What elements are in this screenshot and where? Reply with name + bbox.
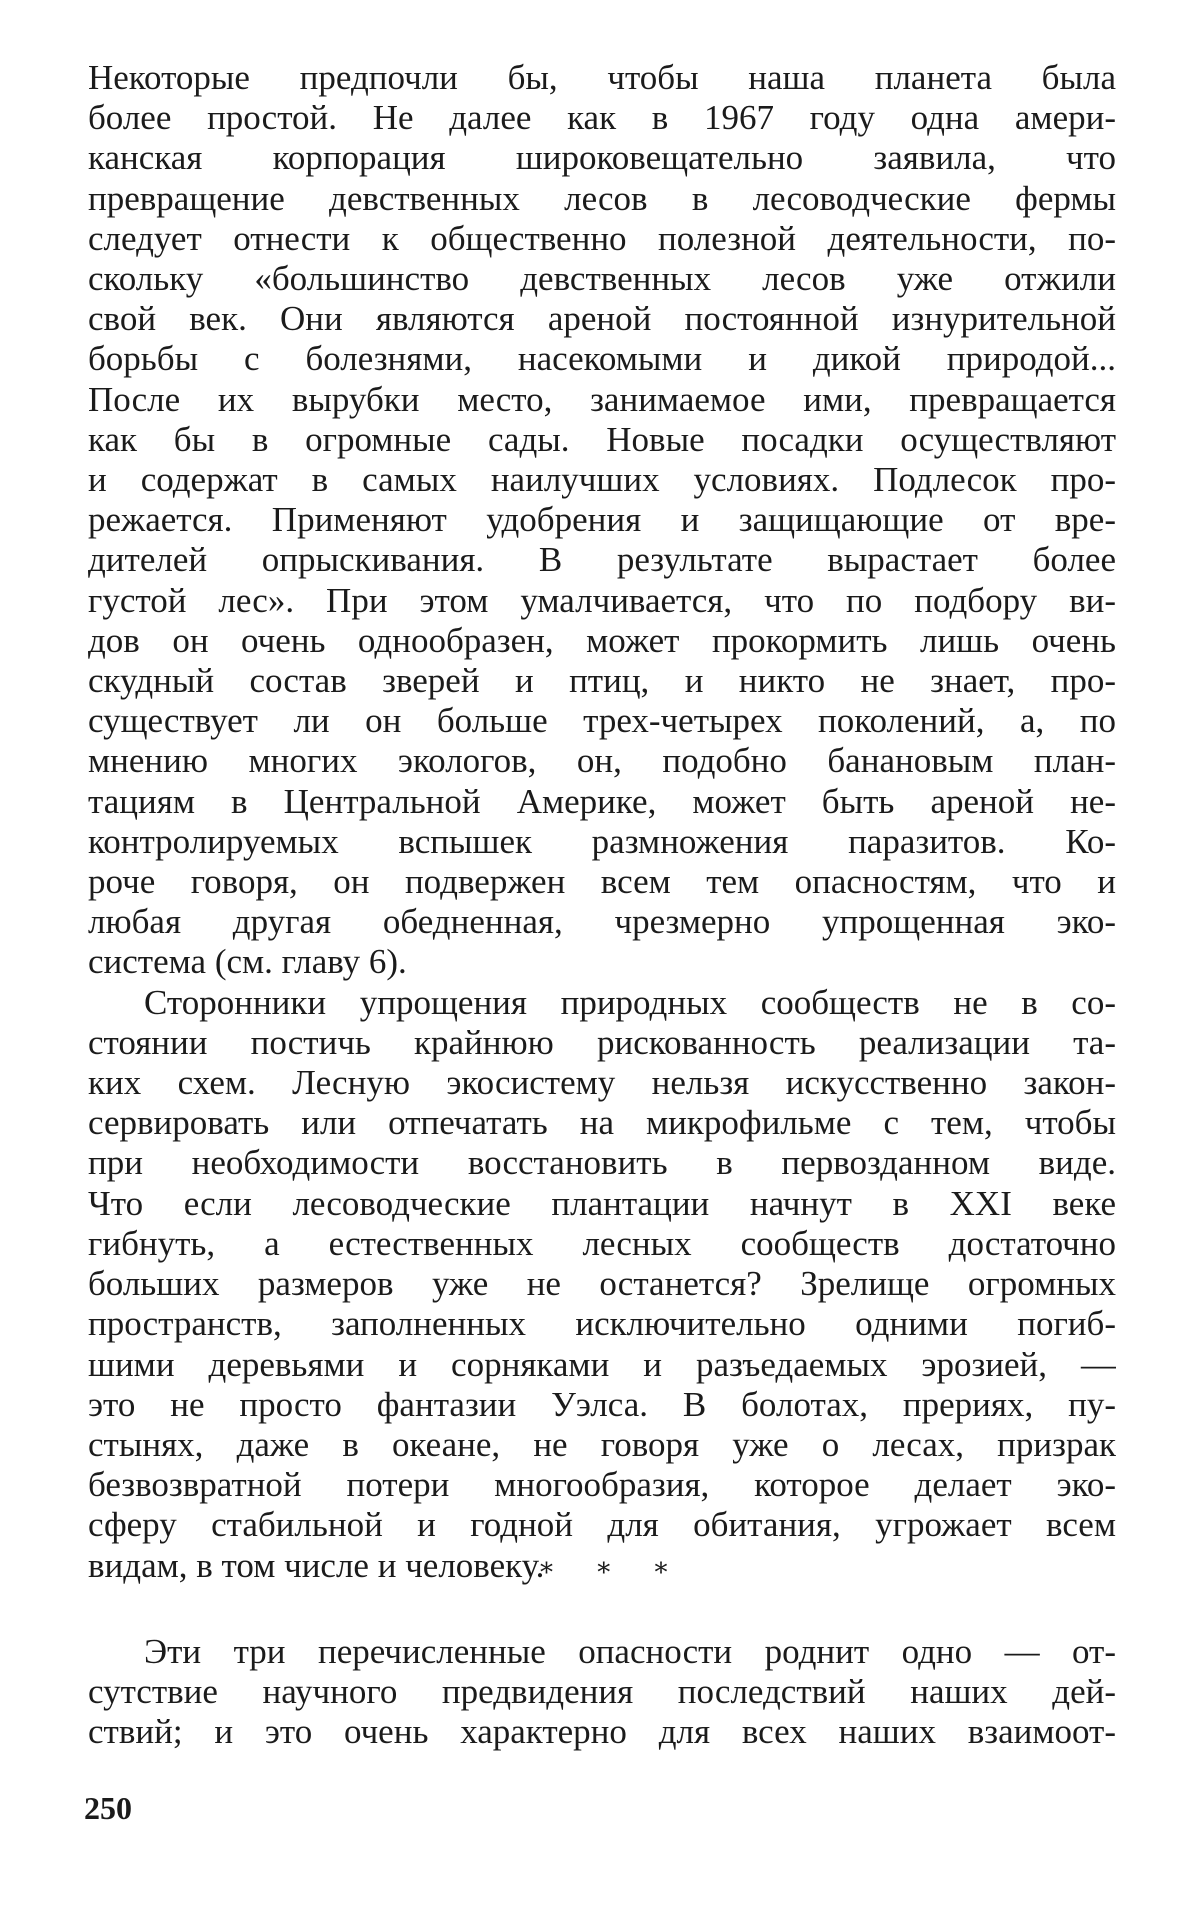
text-line: стынях, даже в океане, не говоря уже о лесах, призрак bbox=[88, 1424, 1116, 1464]
text-line: любая другая обедненная, чрезмерно упрощенная эко- bbox=[88, 902, 1116, 942]
text-line: больших размеров уже не останется? Зрелище огромных bbox=[88, 1264, 1116, 1304]
paragraph-3 bbox=[88, 1632, 1116, 1753]
text-line: видам, в том числе и человеку. bbox=[88, 1545, 545, 1585]
text-line: мнению многих экологов, он, подобно банановым план- bbox=[88, 741, 1116, 781]
text-line: дов он очень однообразен, может прокормить лишь очень bbox=[88, 620, 1116, 660]
text-line: при необходимости восстановить в первозданном виде. bbox=[88, 1143, 1116, 1183]
text-line: шими деревьями и сорняками и разъедаемых эрозией, — bbox=[88, 1344, 1116, 1384]
text-line: ствий; и это очень характерно для всех наших взаимоот- bbox=[88, 1712, 1116, 1752]
text-line: канская корпорация широковещательно заявила, что bbox=[88, 138, 1116, 178]
text-line: и содержат в самых наилучших условиях. Подлесок про- bbox=[88, 460, 1116, 500]
text-line: Некоторые предпочли бы, чтобы наша планета была bbox=[88, 58, 1116, 97]
paragraph-1 bbox=[88, 58, 1116, 983]
text-line: После их вырубки место, занимаемое ими, превращается bbox=[88, 379, 1116, 419]
text-line: гибнуть, а естественных лесных сообществ достаточно bbox=[88, 1223, 1116, 1263]
text-line: безвозвратной потери многообразия, которое делает эко- bbox=[88, 1465, 1116, 1505]
text-line: существует ли он больше трех-четырех поколений, а, по bbox=[88, 701, 1116, 741]
text-line: система (см. главу 6). bbox=[88, 942, 407, 982]
text-line: тациям в Центральной Америке, может быть ареной не- bbox=[88, 781, 1116, 821]
text-line: дителей опрыскивания. В результате вырастает более bbox=[88, 540, 1116, 580]
text-line: Эти три перечисленные опасности роднит одно — от- bbox=[144, 1632, 1116, 1671]
page-number: 250 bbox=[84, 1790, 132, 1826]
text-line: густой лес». При этом умалчивается, что по подбору ви- bbox=[88, 580, 1116, 620]
text-line: роче говоря, он подвержен всем тем опасностям, что и bbox=[88, 862, 1116, 902]
text-line: контролируемых вспышек размножения паразитов. Ко- bbox=[88, 821, 1116, 861]
text-line: стоянии постичь крайнюю рискованность реализации та- bbox=[88, 1022, 1116, 1062]
text-line: скудный состав зверей и птиц, и никто не знает, про- bbox=[88, 661, 1116, 701]
section-separator: * * * bbox=[540, 1558, 686, 1588]
text-line: сутствие научного предвидения последствий наших дей- bbox=[88, 1672, 1116, 1712]
text-line: борьбы с болезнями, насекомыми и дикой природой... bbox=[88, 339, 1116, 379]
text-line: сервировать или отпечатать на микрофильме с тем, чтобы bbox=[88, 1103, 1116, 1143]
text-line: следует отнести к общественно полезной деятельности, по- bbox=[88, 218, 1116, 258]
text-line: свой век. Они являются ареной постоянной изнурительной bbox=[88, 299, 1116, 339]
text-line: Что если лесоводческие плантации начнут в XXI веке bbox=[88, 1183, 1116, 1223]
text-line: как бы в огромные сады. Новые посадки осуществляют bbox=[88, 419, 1116, 459]
text-line: более простой. Не далее как в 1967 году одна амери- bbox=[88, 98, 1116, 138]
text-line: скольку «большинство девственных лесов уже отжили bbox=[88, 259, 1116, 299]
text-line: ких схем. Лесную экосистему нельзя искусственно закон- bbox=[88, 1063, 1116, 1103]
text-line: превращение девственных лесов в лесоводческие фермы bbox=[88, 178, 1116, 218]
paragraph-2 bbox=[88, 983, 1116, 1586]
text-line: пространств, заполненных исключительно одними погиб- bbox=[88, 1304, 1116, 1344]
text-line: Сторонники упрощения природных сообществ не в со- bbox=[144, 982, 1116, 1022]
document-body bbox=[88, 58, 1116, 1586]
text-line: это не просто фантазии Уэлса. В болотах, прериях, пу- bbox=[88, 1384, 1116, 1424]
text-line: сферу стабильной и годной для обитания, угрожает всем bbox=[88, 1505, 1116, 1545]
text-line: режается. Применяют удобрения и защищающие от вре- bbox=[88, 500, 1116, 540]
